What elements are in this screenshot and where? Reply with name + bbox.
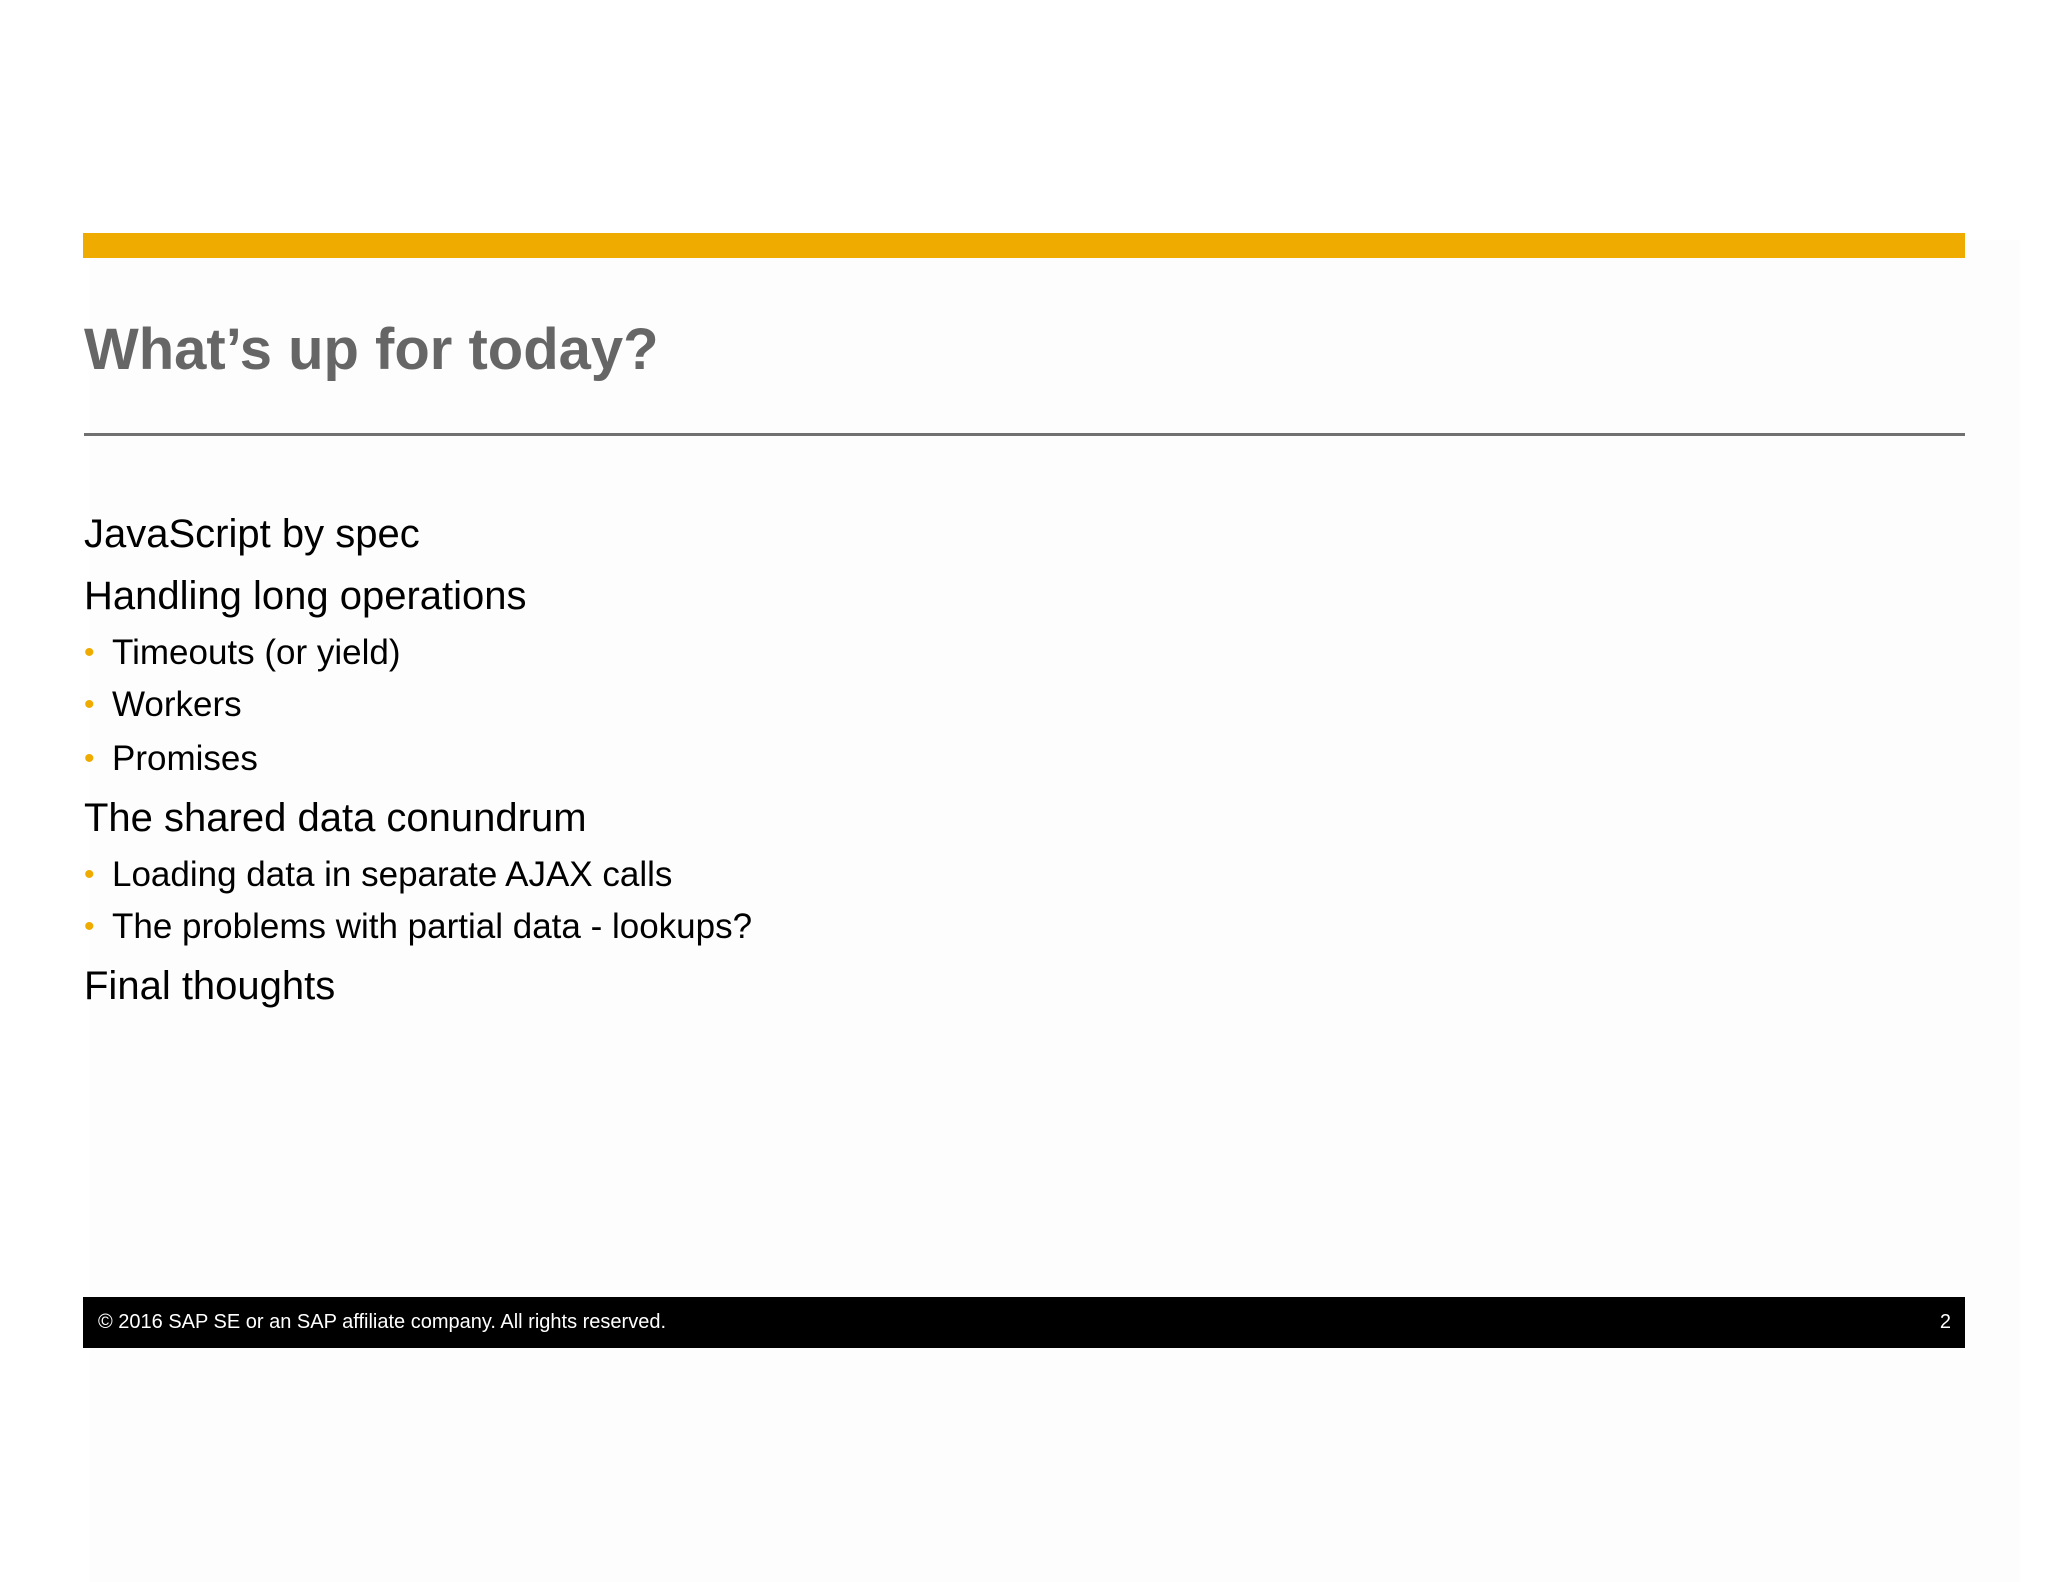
agenda-subitem-label: Loading data in separate AJAX calls [112,855,673,894]
agenda-subitem-label: Workers [112,685,242,724]
agenda-subitem [84,682,242,728]
agenda-subitem [84,852,672,898]
slide-title: What’s up for today? [84,317,659,382]
footer-bar [83,1297,1965,1348]
agenda-list [84,0,1484,1100]
agenda-subitem [84,630,401,676]
page-number: 2 [1939,1311,1951,1333]
agenda-subitem [84,904,752,950]
bullet-icon: • [84,910,95,943]
bullet-icon: • [84,688,95,721]
agenda-item-javascript-by-spec: JavaScript by spec [84,512,420,556]
agenda-item-final-thoughts: Final thoughts [84,964,336,1008]
agenda-subitem-label: The problems with partial data - lookups? [112,907,753,946]
bullet-icon: • [84,858,95,891]
agenda-item-shared-data-conundrum: The shared data conundrum [84,796,587,840]
bullet-icon: • [84,636,95,669]
agenda-subitem-label: Timeouts (or yield) [112,633,401,672]
bullet-icon: • [84,742,95,775]
copyright-notice: © 2016 SAP SE or an SAP affiliate company. All rights reserved. [98,1311,667,1333]
agenda-subitem [84,736,258,782]
agenda-subitem-label: Promises [112,739,258,778]
agenda-item-handling-long-operations: Handling long operations [84,574,527,618]
